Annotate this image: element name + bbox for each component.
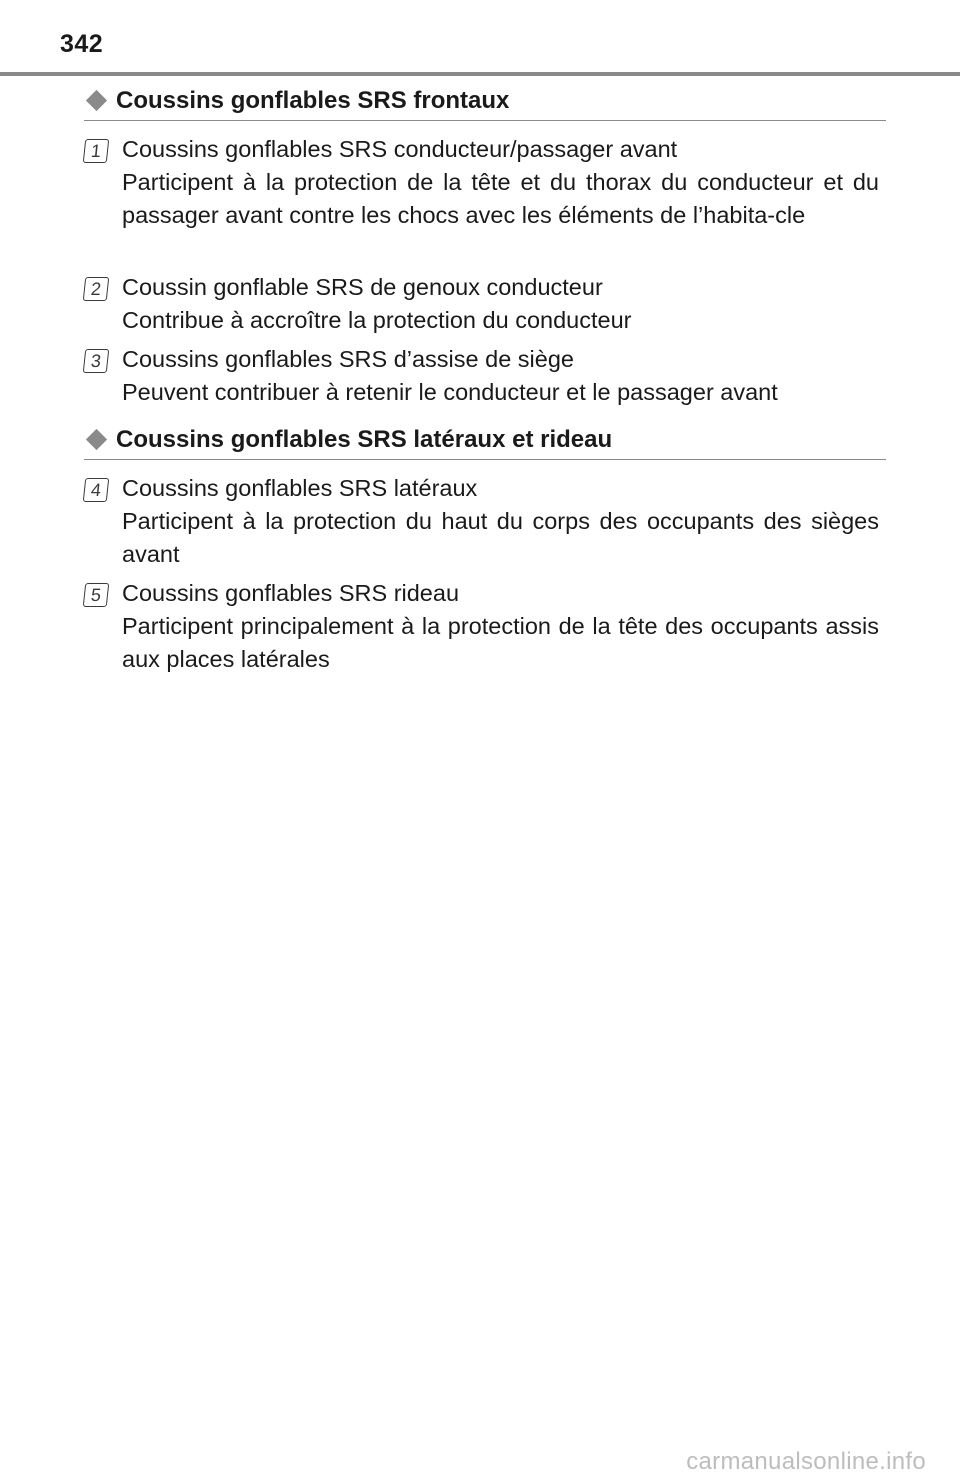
- item-description: Peuvent contribuer à retenir le conducteur et le passager avant: [122, 379, 778, 405]
- item-title: Coussins gonflables SRS conducteur/passager avant: [122, 136, 678, 162]
- item-description: Participent principalement à la protection de la tête des occupants assis aux places latérales: [122, 613, 879, 672]
- item-number-badge: 4: [83, 478, 110, 502]
- section-heading-rule: [84, 120, 886, 121]
- section-heading: [84, 86, 509, 116]
- item-number-badge: 3: [83, 349, 110, 373]
- item-number-badge: 2: [83, 277, 110, 301]
- page-number: 342: [60, 30, 104, 58]
- diamond-bullet-icon: [86, 90, 107, 111]
- item-title: Coussins gonflables SRS rideau: [122, 580, 460, 606]
- header-rule: [0, 72, 960, 76]
- item-title: Coussin gonflable SRS de genoux conducteur: [122, 274, 603, 300]
- section-heading-rule: [84, 459, 886, 460]
- item-description: Contribue à accroître la protection du conducteur: [122, 307, 632, 333]
- item-description: Participent à la protection de la tête et du thorax du conducteur et du passager avant contre les chocs avec les éléments de l’habita-cle: [122, 169, 879, 228]
- item-title: Coussins gonflables SRS latéraux: [122, 475, 478, 501]
- item-description: Participent à la protection du haut du corps des occupants des sièges avant: [122, 508, 879, 567]
- section-heading-text: Coussins gonflables SRS frontaux: [116, 87, 510, 114]
- item-number-badge: 5: [83, 583, 110, 607]
- item-title: Coussins gonflables SRS d’assise de siège: [122, 346, 574, 372]
- watermark: carmanualsonline.info: [686, 1448, 926, 1475]
- item-number-badge: 1: [83, 139, 110, 163]
- diamond-bullet-icon: [86, 429, 107, 450]
- section-heading: [84, 425, 612, 455]
- section-heading-text: Coussins gonflables SRS latéraux et rideau: [116, 426, 613, 453]
